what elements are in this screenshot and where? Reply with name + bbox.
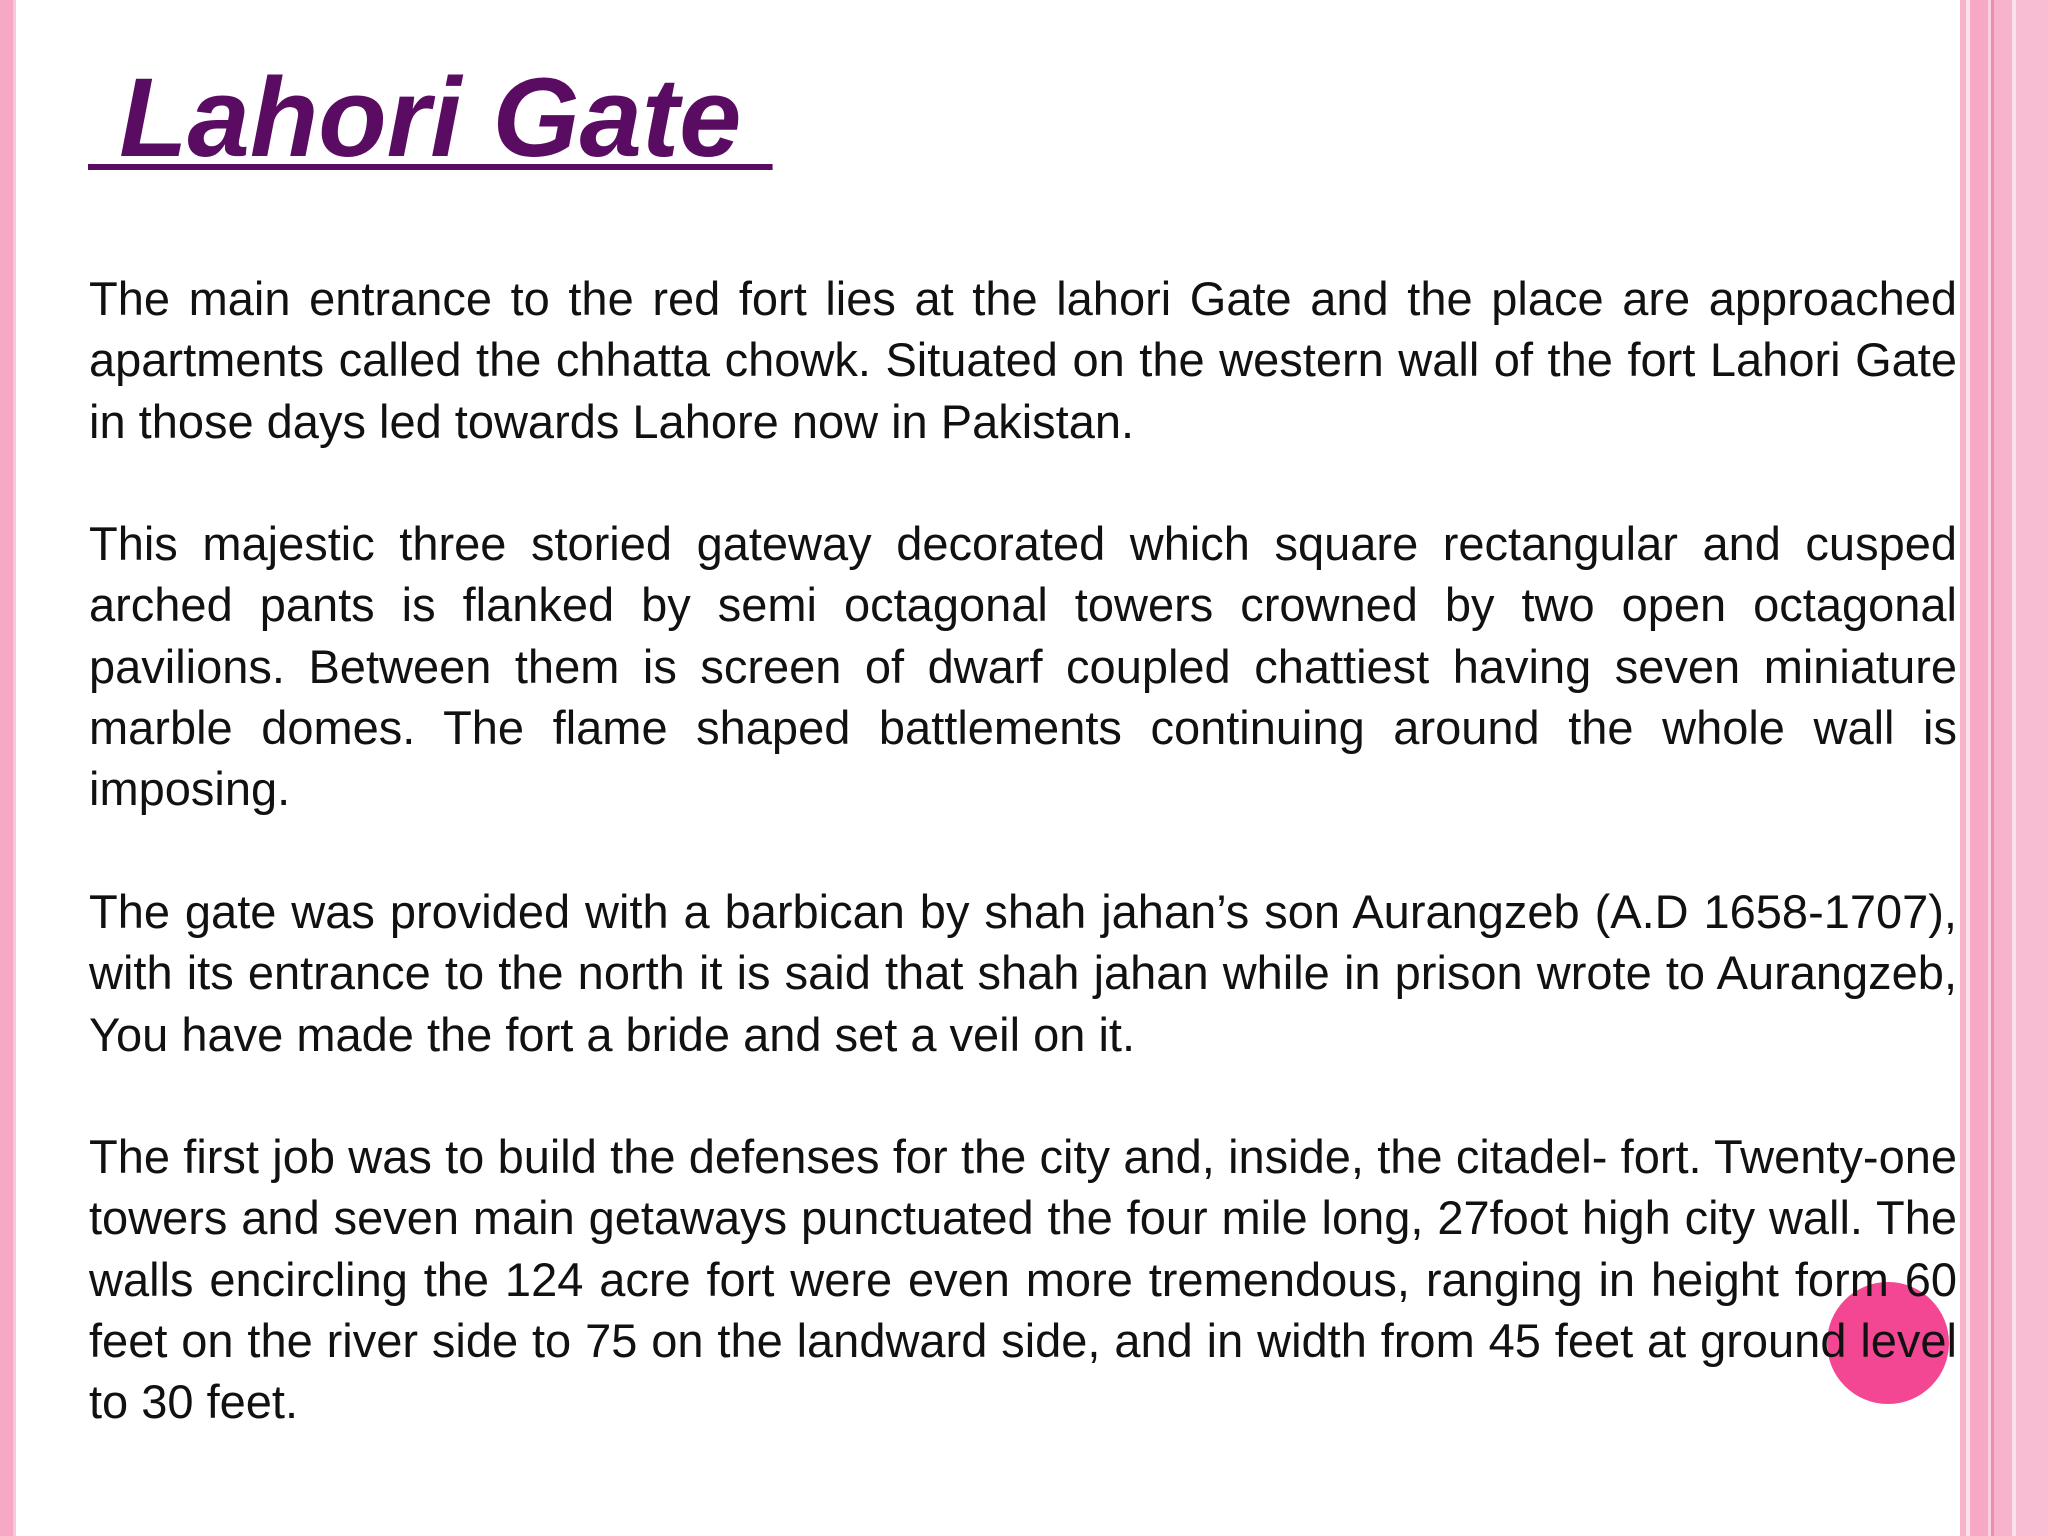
right-border-stripe (1970, 0, 1988, 1536)
left-border-accent (13, 0, 16, 1536)
paragraph-entrance: The main entrance to the red fort lies at the lahori Gate and the place are approached apartments called the chhatta chowk. Situated on the western wall of the fort Lahori Gate in those days led towards Lahore now in Pakistan. (89, 272, 1957, 448)
slide-body (89, 268, 1957, 1433)
slide-title: Lahori Gate (88, 55, 773, 180)
right-border-stripe (1994, 0, 2012, 1536)
left-border-bar (0, 0, 13, 1536)
paragraph-gateway: This majestic three storied gateway decorated which square rectangular and cusped arched pants is flanked by semi octagonal towers crowned by two open octagonal pavilions. Between them is screen of dwarf coupled chattiest having seven miniature marble domes. The flame shaped battlements continuing around the whole wall is imposing. (89, 517, 1957, 816)
paragraph-barbican: The gate was provided with a barbican by shah jahan’s son Aurangzeb (A.D 1658-1707), with its entrance to the north it is said that shah jahan while in prison wrote to Aurangzeb, You have made the fort a bride and set a veil on it. (89, 884, 1957, 1061)
right-border-stripe (2016, 0, 2048, 1536)
paragraph-defenses: The first job was to build the defenses for the city and, inside, the citadel- fort. Twenty-one towers and seven main getaways punctuated the four mile long, 27foot high city wall. The walls encircling the 124 acre fort were even more tremendous, ranging in height form 60 feet on the river side to 75 on the landward side, and in width from 45 feet at ground level to 30 feet. (89, 1130, 1957, 1429)
